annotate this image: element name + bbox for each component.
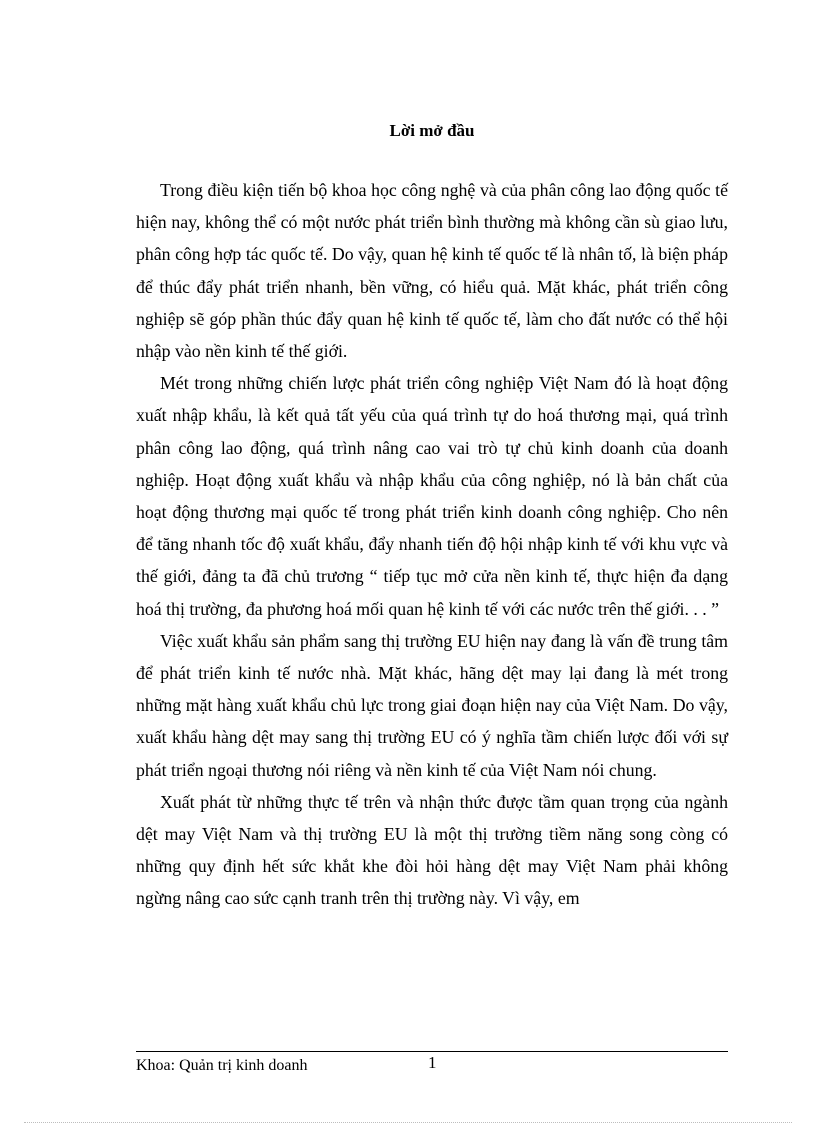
paragraph-1: Trong điều kiện tiến bộ khoa học công nghệ và của phân công lao động quốc tế hiện nay, không thể có một nước phát triển bình thường mà không cần sù giao lưu, phân công hợp tác quốc tế. Do vậy, quan hệ kinh tế quốc tế là nhân tố, là biện pháp để thúc đẩy phát triển nhanh, bền vững, có hiểu quả. Mặt khác, phát triển công nghiệp sẽ góp phần thúc đẩy quan hệ kinh tế quốc tế, làm cho đất nước có thể hội nhập vào nền kinh tế thế giới.	[136, 180, 728, 362]
paragraph-2: Mét trong những chiến lược phát triển công nghiệp Việt Nam đó là hoạt động xuất nhập khẩu, là kết quả tất yếu của quá trình tự do hoá thương mại, quá trình phân công lao động, quá trình nâng cao vai trò tự chủ kinh doanh của doanh nghiệp. Hoạt động xuất khẩu và nhập khẩu của công nghiệp, nó là bản chất của hoạt động thương mại quốc tế trong phát triển kinh doanh công nghiệp. Cho nên để tăng nhanh tốc độ xuất khẩu, đẩy nhanh tiến độ hội nhập kinh tế với khu vực và thế giới, đảng ta đã chủ trương “ tiếp tục mở cửa nền kinh tế, thực hiện đa dạng hoá thị trường, đa phương hoá mối quan hệ kinh tế với các nước trên thế giới. . . ”	[136, 373, 728, 619]
document-body	[136, 174, 728, 915]
footer-divider	[136, 1051, 728, 1052]
paragraph-4: Xuất phát từ những thực tế trên và nhận thức được tầm quan trọng của ngành dệt may Việt Nam và thị trường EU là một thị trường tiềm năng song còng có những quy định hết sức khắt khe đòi hỏi hàng dệt may Việt Nam phải không ngừng nâng cao sức cạnh tranh trên thị trường này. Vì vậy, em	[136, 791, 728, 909]
paragraph-3: Việc xuất khẩu sản phẩm sang thị trường EU hiện nay đang là vấn đề trung tâm để phát triển kinh tế nước nhà. Mặt khác, hãng dệt may lại đang là mét trong những mặt hàng xuất khẩu chủ lực trong giai đoạn hiện nay của Việt Nam. Do vậy, xuất khẩu hàng dệt may sang thị trường EU có ý nghĩa tầm chiến lược đối với sự phát triển ngoại thương nói riêng và nền kinh tế của Việt Nam nói chung.	[136, 630, 728, 780]
document-title: Lời mở đầu	[389, 121, 475, 140]
footer-department: Khoa: Quản trị kinh doanh	[136, 1057, 308, 1074]
page-number: 1	[428, 1053, 437, 1072]
